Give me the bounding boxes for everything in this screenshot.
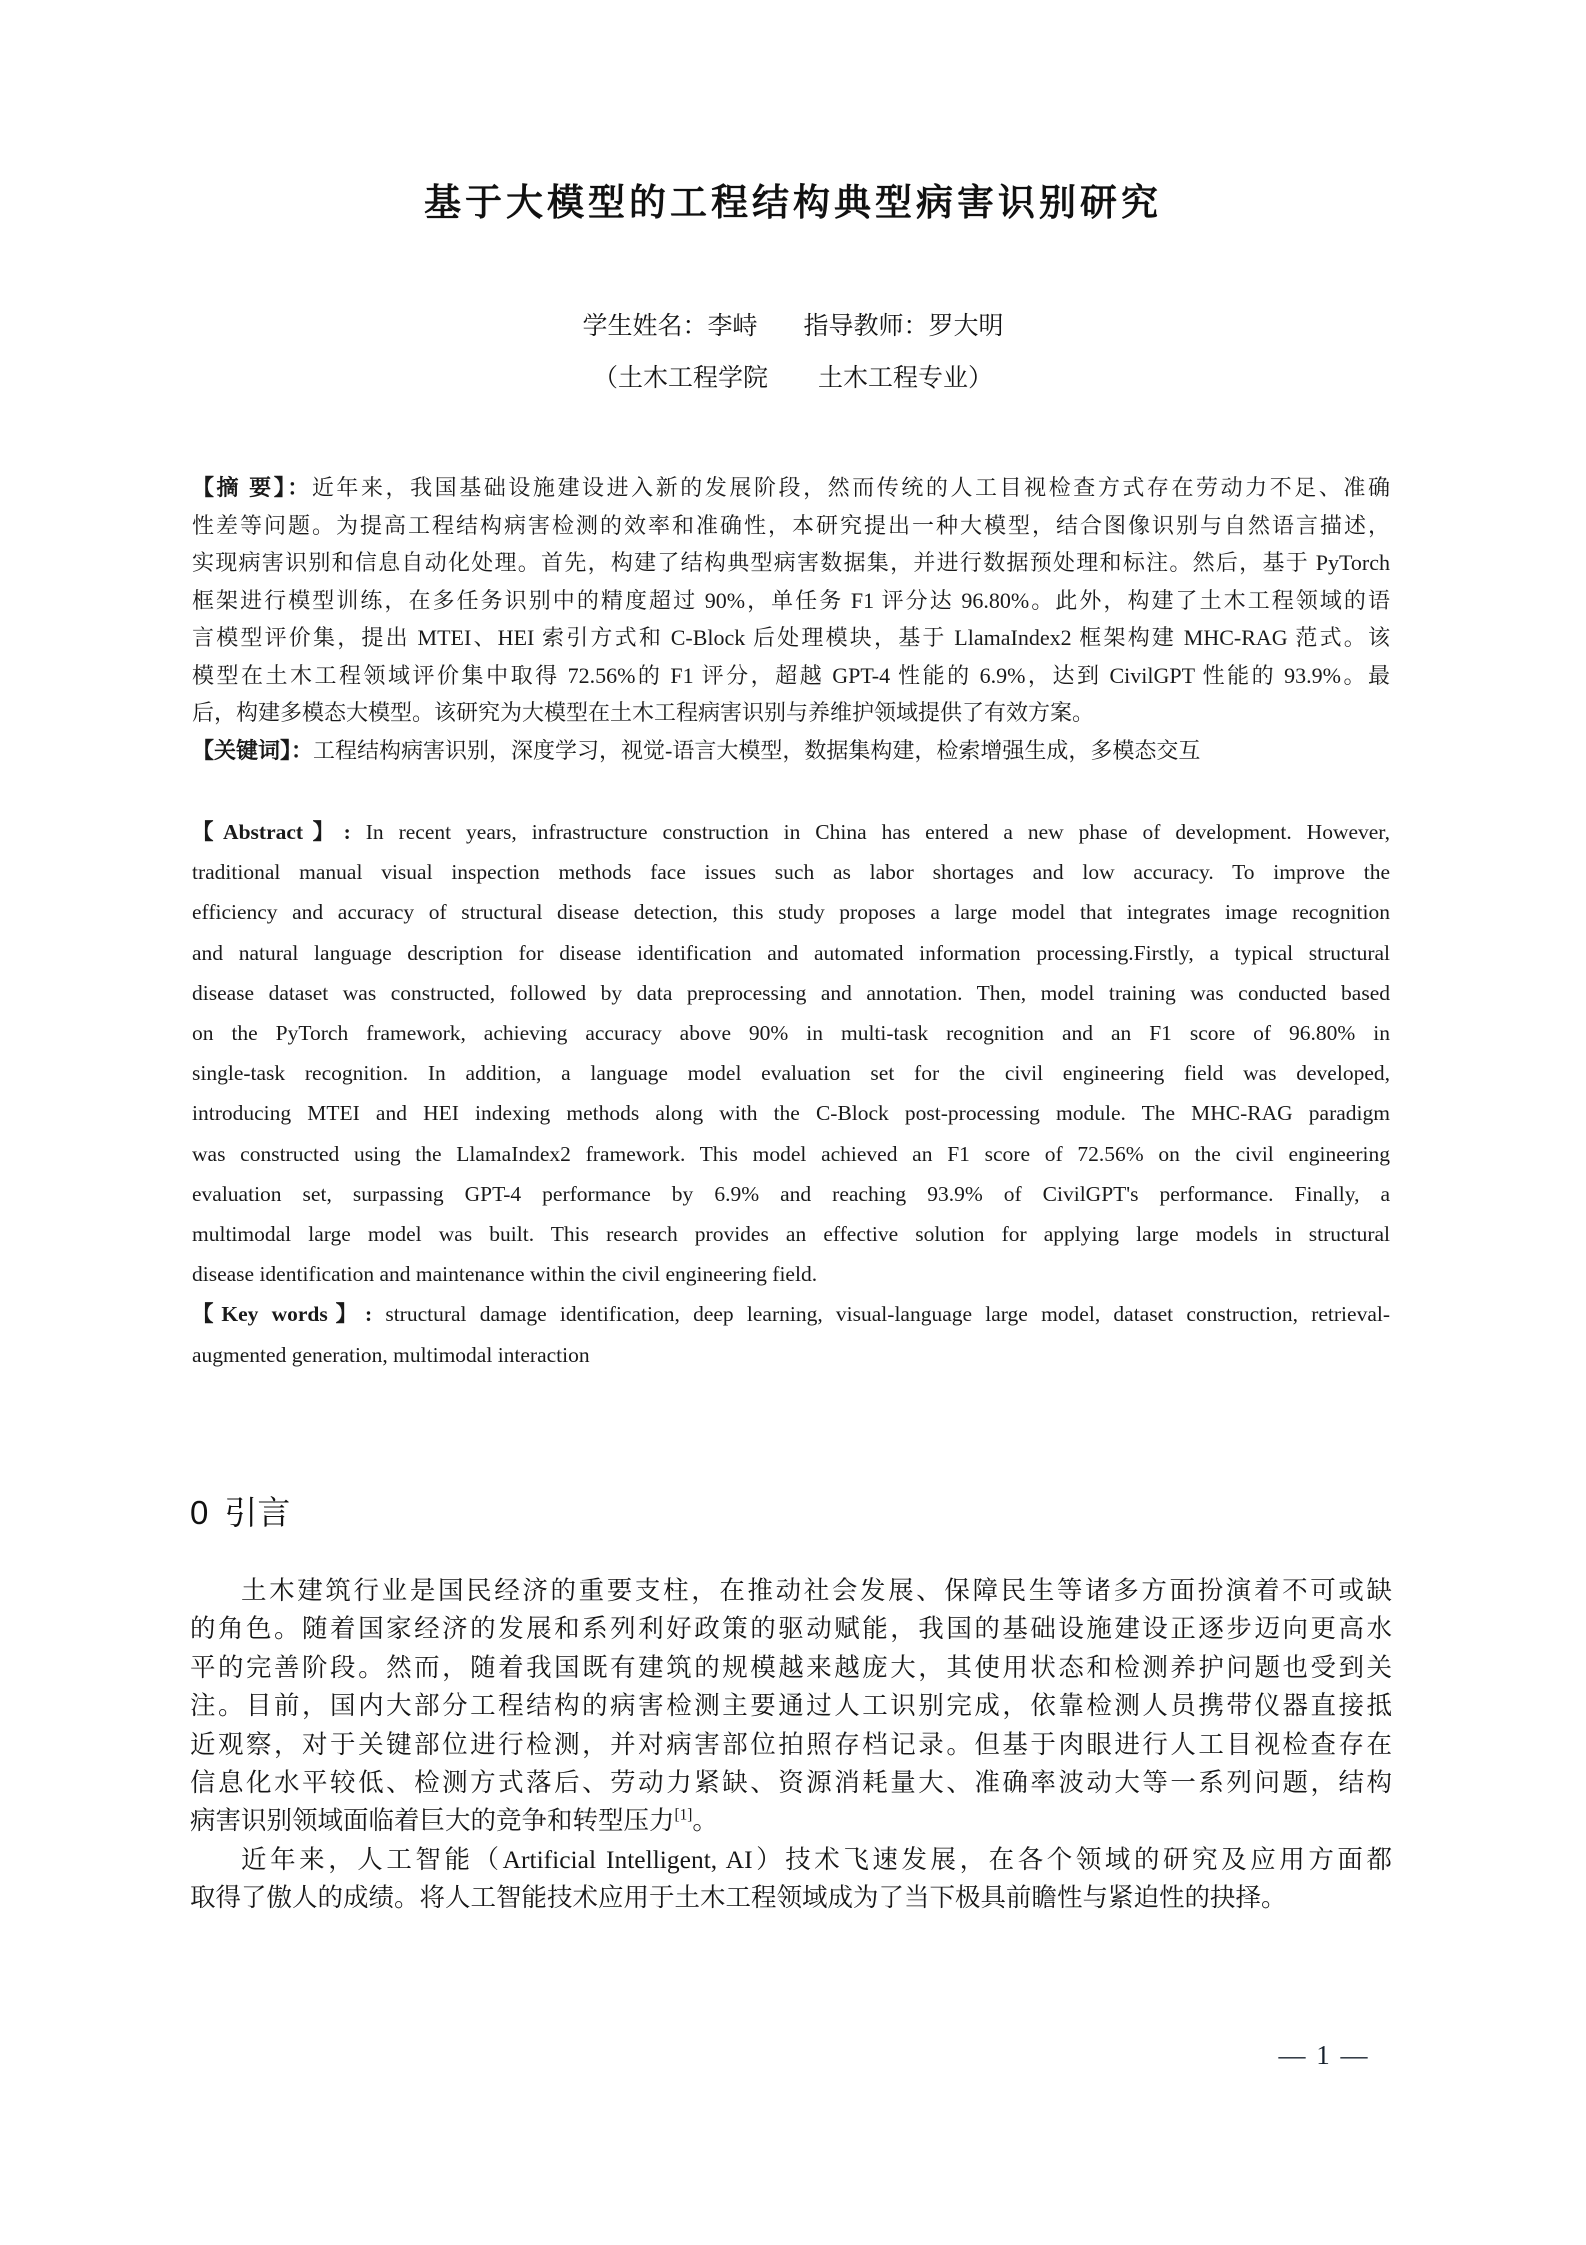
cn-keywords-label: 【关键词】： <box>192 737 314 763</box>
intro-line: 病害识别领域面临着巨大的竞争和转型压力[1]。 <box>190 1806 718 1836</box>
cn-abstract <box>192 469 1390 769</box>
section-heading-number: 0 <box>190 1494 209 1531</box>
cn-abstract-label: 【摘 要】： <box>192 475 312 500</box>
intro-line: 平的完善阶段。然而，随着我国既有建筑的规模越来越庞大，其使用状态和检测养护问题也受到关 <box>190 1652 1392 1682</box>
section-heading-title: 引言 <box>224 1494 291 1531</box>
intro-line: 取得了傲人的成绩。将人工智能技术应用于土木工程领域成为了当下极具前瞻性与紧迫性的抉择。 <box>190 1883 1287 1913</box>
en-abstract <box>192 812 1390 1375</box>
en-abstract-line: and natural language description for disease identification and automated information processing.Firstly, a typical structural <box>192 940 1390 965</box>
student-name: 学生姓名：李峙 <box>582 313 758 340</box>
section-heading <box>190 1487 290 1534</box>
intro-line: 信息化水平较低、检测方式落后、劳动力紧缺、资源消耗量大、准确率波动大等一系列问题，结构 <box>190 1768 1392 1798</box>
cn-abstract-line: 框架进行模型训练，在多任务识别中的精度超过 90%，单任务 F1 评分达 96.80%。此外，构建了土木工程领域的语 <box>192 587 1390 613</box>
cn-abstract-line: 实现病害识别和信息自动化处理。首先，构建了结构典型病害数据集，并进行数据预处理和标注。然后，基于 PyTorch <box>192 550 1390 575</box>
cn-abstract-line: 【摘 要】：近年来，我国基础设施建设进入新的发展阶段，然而传统的人工目视检查方式存在劳动力不足、准确 <box>192 475 1390 500</box>
en-abstract-line: 【Abstract】: In recent years, infrastructure construction in China has entered a new phase of development. However, <box>192 820 1390 844</box>
intro-line: 注。目前，国内大部分工程结构的病害检测主要通过人工识别完成，依靠检测人员携带仪器直接抵 <box>190 1691 1392 1721</box>
en-abstract-line: efficiency and accuracy of structural disease detection, this study proposes a large model that integrates image recognition <box>192 900 1390 925</box>
en-abstract-line: single-task recognition. In addition, a language model evaluation set for the civil engineering field was developed, <box>192 1061 1390 1086</box>
en-abstract-line: evaluation set, surpassing GPT-4 performance by 6.9% and reaching 93.9% of CivilGPT's performance. Finally, a <box>192 1181 1390 1206</box>
en-abstract-line: on the PyTorch framework, achieving accuracy above 90% in multi-task recognition and an F1 score of 96.80% in <box>192 1021 1390 1046</box>
en-abstract-line: multimodal large model was built. This research provides an effective solution for applying large models in structural <box>192 1222 1390 1247</box>
cn-abstract-line: 言模型评价集，提出 MTEI、HEI 索引方式和 C-Block 后处理模块，基于 LlamaIndex2 框架构建 MHC-RAG 范式。该 <box>192 625 1390 650</box>
cn-abstract-line: 模型在土木工程领域评价集中取得 72.56%的 F1 评分，超越 GPT-4 性能的 6.9%，达到 CivilGPT 性能的 93.9%。最 <box>192 662 1390 688</box>
page-number: — 1 — <box>1278 2040 1370 2070</box>
cn-abstract-line: 后，构建多模态大模型。该研究为大模型在土木工程病害识别与养维护领域提供了有效方案。 <box>192 700 1095 725</box>
cn-keywords: 【关键词】：工程结构病害识别，深度学习，视觉-语言大模型，数据集构建，检索增强生成，多模态交互 <box>192 737 1201 763</box>
introduction-body <box>190 1572 1392 1918</box>
affiliation: （土木工程学院 土木工程专业） <box>592 365 993 392</box>
byline <box>0 306 1586 342</box>
en-keywords-line: augmented generation, multimodal interaction <box>192 1342 590 1367</box>
en-abstract-line: disease identification and maintenance within the civil engineering field. <box>192 1262 818 1287</box>
intro-line: 近年来，人工智能（Artificial Intelligent, AI）技术飞速发展，在各个领域的研究及应用方面都 <box>241 1844 1392 1874</box>
intro-paragraph-1 <box>190 1572 1392 1841</box>
en-abstract-line: introducing MTEI and HEI indexing methods along with the C-Block post-processing module. The MHC-RAG paradigm <box>192 1101 1390 1126</box>
paper-title: 基于大模型的工程结构典型病害识别研究 <box>424 182 1162 223</box>
en-keywords-line: 【Key words】: structural damage identification, deep learning, visual-language large model, dataset construction, retrieval- <box>192 1302 1391 1327</box>
en-abstract-line: disease dataset was constructed, followed by data preprocessing and annotation. Then, model training was conducted based <box>192 980 1390 1005</box>
en-keywords-label: 【Key words】: <box>192 1302 386 1327</box>
advisor-name: 指导教师：罗大明 <box>803 313 1004 340</box>
en-abstract-line: was constructed using the LlamaIndex2 framework. This model achieved an F1 score of 72.56% on the civil engineering <box>192 1141 1390 1166</box>
cn-abstract-line: 性差等问题。为提高工程结构病害检测的效率和准确性，本研究提出一种大模型，结合图像识别与自然语言描述， <box>192 512 1390 538</box>
intro-paragraph-2 <box>190 1841 1392 1918</box>
intro-line: 土木建筑行业是国民经济的重要支柱，在推动社会发展、保障民生等诸多方面扮演着不可或缺 <box>241 1576 1392 1605</box>
intro-line: 的角色。随着国家经济的发展和系列利好政策的驱动赋能，我国的基础设施建设正逐步迈向更高水 <box>190 1614 1392 1644</box>
intro-line: 近观察，对于关键部位进行检测，并对病害部位拍照存档记录。但基于肉眼进行人工目视检查存在 <box>190 1729 1392 1759</box>
citation-ref: [1] <box>674 1806 693 1824</box>
en-abstract-label: 【Abstract】: <box>192 820 366 844</box>
en-abstract-line: traditional manual visual inspection methods face issues such as labor shortages and low accuracy. To improve the <box>192 860 1390 885</box>
